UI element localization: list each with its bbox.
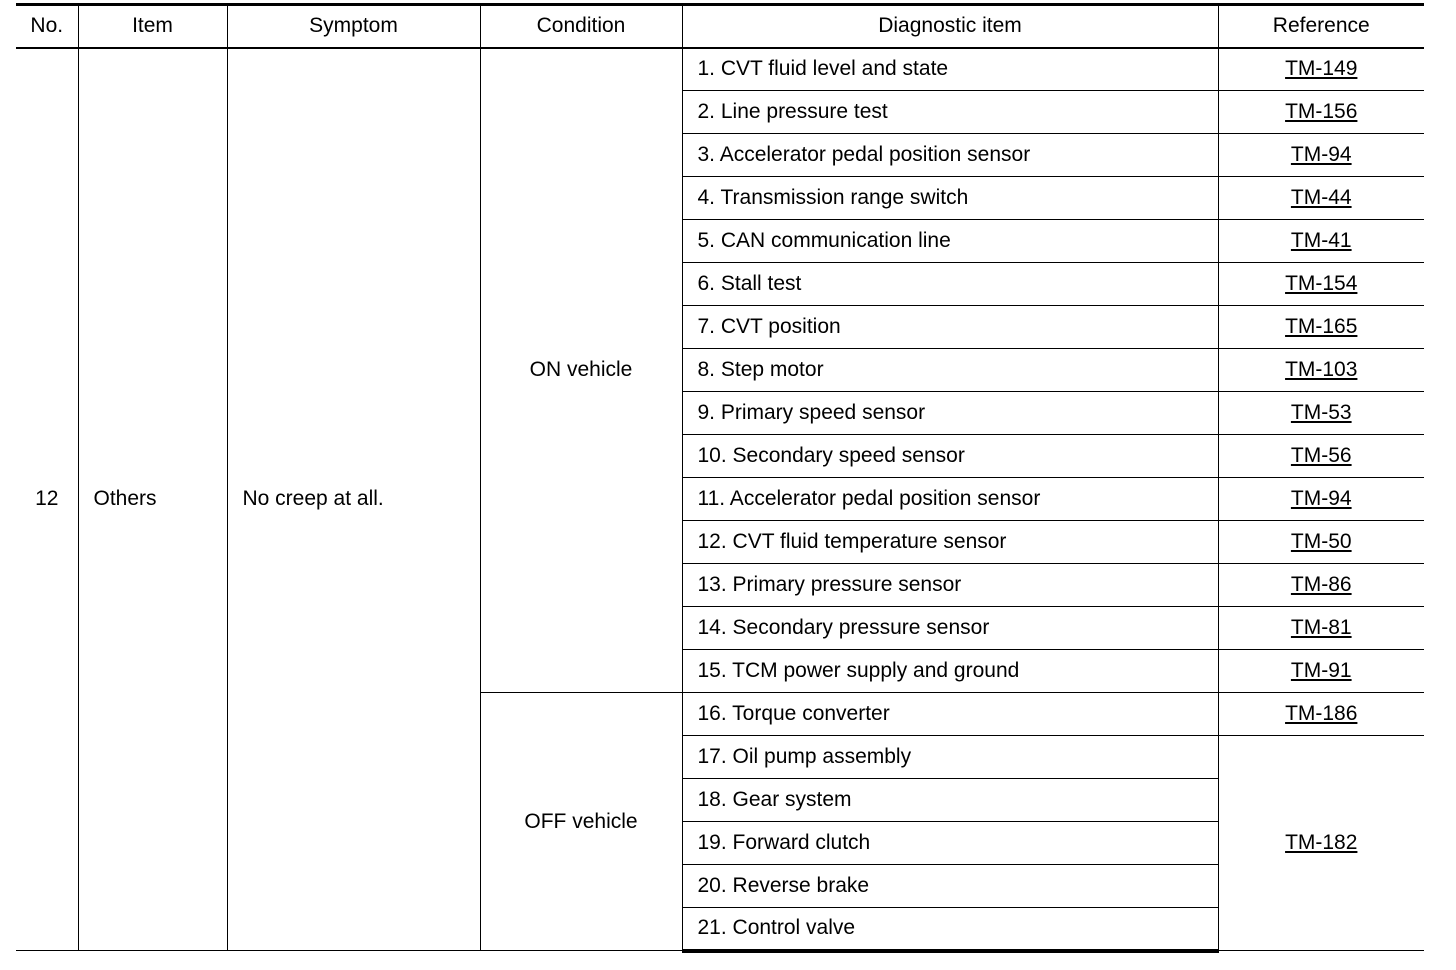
diagnostic-item: 18. Gear system	[682, 779, 1218, 822]
reference-cell	[1218, 693, 1424, 736]
reference-link[interactable]: TM-149	[1285, 57, 1358, 81]
diagnosis-table-container	[16, 3, 1424, 953]
reference-link[interactable]: TM-50	[1290, 530, 1352, 553]
reference-link[interactable]: TM-56	[1290, 444, 1352, 467]
reference-link[interactable]: TM-156	[1285, 100, 1358, 123]
diagnostic-item: 4. Transmission range switch	[682, 177, 1218, 220]
diagnostic-item: 14. Secondary pressure sensor	[682, 607, 1218, 650]
reference-link[interactable]: TM-154	[1285, 272, 1358, 295]
row-number: 12	[16, 48, 78, 951]
reference-link[interactable]: TM-103	[1285, 358, 1358, 381]
header-item: Item	[78, 5, 227, 48]
diagnostic-item: 9. Primary speed sensor	[682, 392, 1218, 435]
diagnostic-item: 3. Accelerator pedal position sensor	[682, 134, 1218, 177]
row-item: Others	[78, 48, 227, 951]
table-row	[16, 48, 1424, 91]
reference-cell	[1218, 435, 1424, 478]
diagnostic-item: 12. CVT fluid temperature sensor	[682, 521, 1218, 564]
diagnostic-item: 2. Line pressure test	[682, 91, 1218, 134]
reference-link[interactable]: TM-41	[1290, 229, 1352, 252]
reference-link[interactable]: TM-94	[1290, 143, 1352, 166]
reference-link[interactable]: TM-186	[1285, 702, 1358, 725]
reference-link[interactable]: TM-53	[1290, 401, 1352, 424]
diagnostic-item: 11. Accelerator pedal position sensor	[682, 478, 1218, 521]
reference-link[interactable]: TM-86	[1290, 573, 1352, 596]
reference-link[interactable]: TM-44	[1290, 186, 1352, 209]
header-condition: Condition	[480, 5, 682, 48]
diagnostic-item: 17. Oil pump assembly	[682, 736, 1218, 779]
condition-off-vehicle: OFF vehicle	[480, 693, 682, 951]
reference-cell	[1218, 177, 1424, 220]
diagnostic-item: 5. CAN communication line	[682, 220, 1218, 263]
diagnosis-table	[16, 3, 1424, 953]
diagnostic-item: 7. CVT position	[682, 306, 1218, 349]
reference-link[interactable]: TM-94	[1290, 487, 1352, 510]
reference-cell	[1218, 91, 1424, 134]
reference-link[interactable]: TM-165	[1285, 315, 1358, 338]
header-symptom: Symptom	[227, 5, 480, 48]
reference-cell	[1218, 48, 1424, 91]
reference-cell	[1218, 306, 1424, 349]
diagnostic-item: 8. Step motor	[682, 349, 1218, 392]
diagnostic-item: 15. TCM power supply and ground	[682, 650, 1218, 693]
diagnostic-item: 1. CVT fluid level and state	[682, 48, 1218, 91]
reference-cell	[1218, 392, 1424, 435]
reference-cell	[1218, 220, 1424, 263]
reference-link[interactable]: TM-81	[1290, 616, 1352, 639]
reference-cell	[1218, 134, 1424, 177]
reference-link[interactable]: TM-91	[1290, 659, 1352, 682]
reference-cell	[1218, 607, 1424, 650]
reference-cell	[1218, 478, 1424, 521]
diagnostic-item: 13. Primary pressure sensor	[682, 564, 1218, 607]
diagnostic-item: 21. Control valve	[682, 908, 1218, 951]
reference-cell	[1218, 650, 1424, 693]
diagnostic-item: 16. Torque converter	[682, 693, 1218, 736]
header-row	[16, 5, 1424, 48]
reference-link[interactable]: TM-182	[1285, 831, 1358, 854]
header-no: No.	[16, 5, 78, 48]
reference-cell-shared	[1218, 736, 1424, 951]
reference-cell	[1218, 564, 1424, 607]
reference-cell	[1218, 263, 1424, 306]
diagnostic-item: 10. Secondary speed sensor	[682, 435, 1218, 478]
header-diagnostic-item: Diagnostic item	[682, 5, 1218, 48]
diagnostic-item: 20. Reverse brake	[682, 865, 1218, 908]
condition-on-vehicle: ON vehicle	[480, 48, 682, 693]
diagnostic-item: 6. Stall test	[682, 263, 1218, 306]
reference-cell	[1218, 521, 1424, 564]
row-symptom: No creep at all.	[227, 48, 480, 951]
diagnostic-item: 19. Forward clutch	[682, 822, 1218, 865]
header-reference: Reference	[1218, 5, 1424, 48]
reference-cell	[1218, 349, 1424, 392]
